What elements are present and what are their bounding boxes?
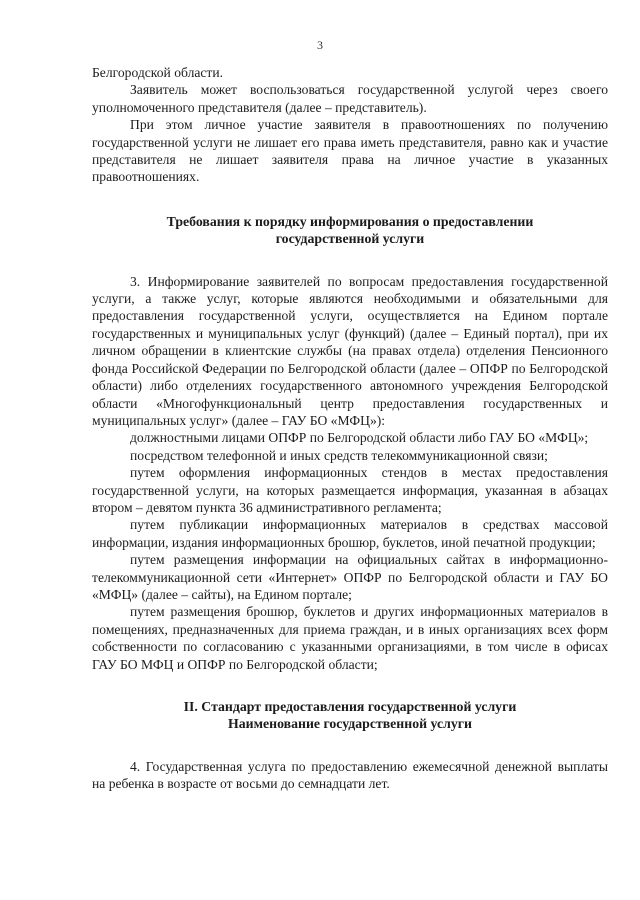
heading-line: Требования к порядку информирования о предоставлении: [166, 213, 534, 229]
paragraph: посредством телефонной и иных средств телекоммуникационной связи;: [130, 447, 548, 463]
paragraph: путем публикации информационных материалов в средствах массовой информации, издания информационных брошюр, буклетов, иной печатной продукции;: [92, 517, 608, 550]
paragraph: 3. Информирование заявителей по вопросам предоставления государственной услуги, а также услуг, которые являются необходимыми и обязательными для предоставления государственной услуги, осуществляется на Едином портале государственных и муниципальных услуг (функций) (далее – Единый портал), при их личном обращении в клиентские службы (на правах отдела) отделения Пенсионного фонда Российской Федерации по Белгородской области (далее – ОПФР по Белгородской области) либо отделениях государственного автономного учреждения Белгородской области «Многофункциональный центр предоставления государственных и муниципальных услуг» (далее – ГАУ БО «МФЦ»):: [92, 273, 608, 428]
page-number: 3: [317, 38, 323, 52]
paragraph: путем размещения брошюр, буклетов и других информационных материалов в помещениях, предназначенных для приема граждан, и в иных организациях всех форм собственности по согласованию с указанными организациями, в том числе в офисах ГАУ БО МФЦ и ОПФР по Белгородской области;: [92, 604, 608, 672]
paragraph: 4. Государственная услуга по предоставлению ежемесячной денежной выплаты на ребенка в возрасте от восьми до семнадцати лет.: [92, 758, 608, 792]
paragraph: должностными лицами ОПФР по Белгородской области либо ГАУ БО «МФЦ»;: [130, 430, 589, 446]
heading-line: II. Стандарт предоставления государственной услуги: [183, 699, 517, 714]
heading-line: государственной услуги: [275, 231, 425, 247]
paragraph: Заявитель может воспользоваться государственной услугой через своего уполномоченного представителя (далее – представитель).: [92, 82, 608, 115]
paragraph: путем размещения информации на официальных сайтах в информационно-телекоммуникационной сети «Интернет» ОПФР по Белгородской области и ГАУ БО «МФЦ» (далее – сайты), на Едином портале;: [92, 552, 608, 602]
document-body: [92, 64, 608, 793]
section-heading-informing: [92, 213, 608, 248]
section-heading-standard: [92, 698, 608, 733]
heading-line: Наименование государственной услуги: [228, 716, 472, 732]
paragraph: Белгородской области.: [92, 65, 224, 80]
paragraph: При этом личное участие заявителя в правоотношениях по получению государственной услуги не лишает его права иметь представителя, равно как и участие представителя не лишает заявителя права на личное участие в указанных правоотношениях.: [92, 117, 608, 185]
paragraph: путем оформления информационных стендов в местах предоставления государственной услуги, на которых размещается информация, указанная в абзацах втором – девятом пункта 36 административного регламента;: [92, 465, 608, 515]
